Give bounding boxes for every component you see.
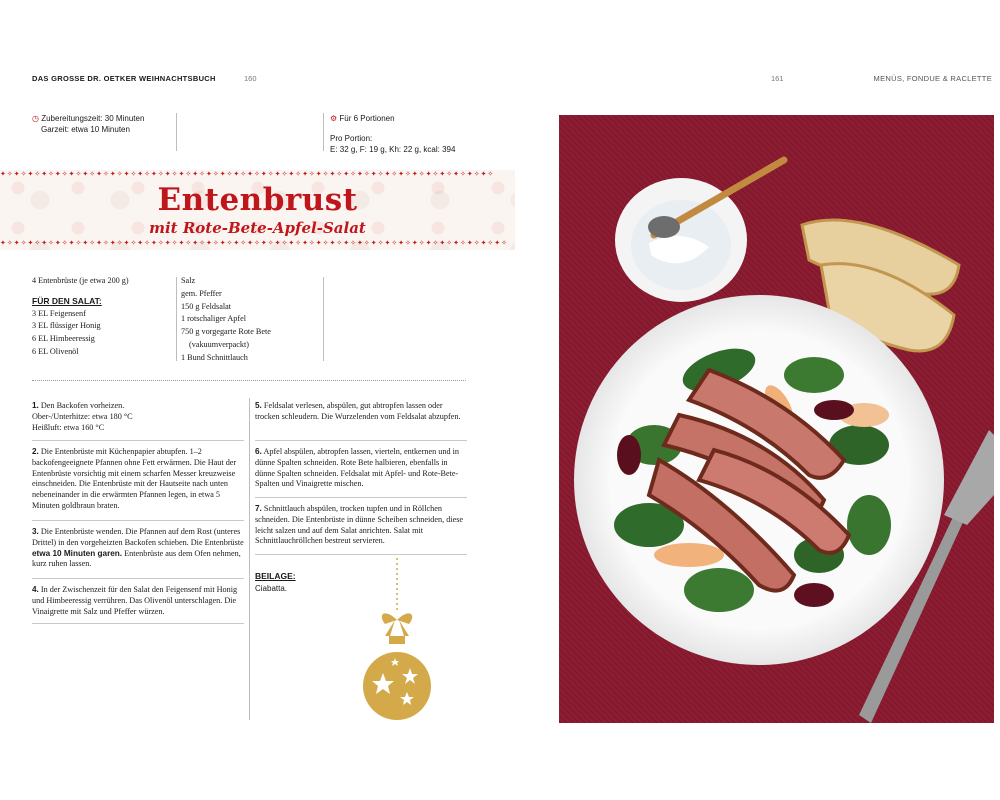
divider [176, 113, 177, 151]
christmas-bauble-icon [355, 558, 440, 723]
dish-photo [559, 115, 994, 723]
step-5: 5. Feldsalat verlesen, abspülen, gut abtropfen lassen oder trocken schleudern. Die Wurzelenden vom Feldsalat abzupfen. [255, 401, 461, 421]
nutrition-values: E: 32 g, F: 19 g, Kh: 22 g, kcal: 394 [330, 144, 456, 154]
ingredient-item: 3 EL Feigensenf [32, 308, 86, 318]
ingredient-item: 3 EL flüssiger Honig [32, 321, 101, 331]
ingredient-item: 750 g vorgegarte Rote Bete [181, 327, 271, 337]
page-number-left: 160 [244, 74, 257, 83]
side-dish [255, 570, 296, 594]
ingredient-item: 6 EL Himbeeressig [32, 334, 95, 344]
ingredient-item: (vakuumverpackt) [189, 339, 250, 349]
time-info [32, 114, 144, 135]
running-head-left: DAS GROSSE DR. OETKER WEIHNACHTSBUCH [32, 74, 216, 83]
servings: Für 6 Portionen [339, 114, 395, 123]
step-7: 7. Schnittlauch abspülen, trocken tupfen und in Röllchen schneiden. Die Entenbrüste in dünne Scheiben schneiden, diese leicht salzen und auf dem Salat anrichten. Salat mit Schnittlauchröllchen bestreut servieren. [255, 504, 464, 546]
ingredient-item: 1 rotschaliger Apfel [181, 314, 247, 324]
cook-time: Garzeit: etwa 10 Minuten [41, 124, 130, 134]
ingredient-item: Salz [181, 276, 196, 285]
step-divider [32, 520, 244, 521]
running-head-right: MENÜS, FONDUE & RACLETTE [873, 74, 992, 83]
side-dish-value: Ciabatta. [255, 583, 288, 593]
recipe-title: Entenbrust [157, 182, 358, 218]
step-divider [32, 578, 244, 579]
prep-time: Zubereitungszeit: 30 Minuten [41, 114, 145, 123]
per-portion-label: Pro Portion: [330, 134, 373, 143]
side-dish-label: BEILAGE: [255, 571, 296, 581]
ingredient-item: 4 Entenbrüste (je etwa 200 g) [32, 276, 129, 285]
ingredients-column-2 [181, 275, 321, 365]
step-3: 3. Die Entenbrüste wenden. Die Pfannen auf dem Rost (unteres Drittel) in den vorgeheizten Backofen schieben. Die Entenbrüste etwa 10 Minuten garen. Entenbrüste aus dem Ofen nehmen, kurz ruhen lassen. [32, 527, 244, 569]
recipe-subtitle: mit Rote-Bete-Apfel-Salat [149, 219, 366, 237]
divider [176, 277, 177, 361]
step-divider [32, 440, 244, 441]
ingredients-column-1 [32, 275, 172, 359]
step-divider [32, 623, 244, 624]
divider [323, 277, 324, 361]
ingredient-item: 6 EL Olivenöl [32, 346, 79, 356]
step-2: 2. Die Entenbrüste mit Küchenpapier abtupfen. 1–2 backofengeeignete Pfannen ohne Fett erwärmen. Die Haut der Entenbrüste vorsichtig mit einem scharfen Messer kreuzweise einschneiden. Die Entenbrüste mit der Hautseite nach unten nebeneinander in die erwärmten Pfannen legen, in etwa 5 Minuten goldbraun braten. [32, 447, 237, 510]
bell-icon: ⚙ [330, 114, 338, 123]
step-4: 4. In der Zwischenzeit für den Salat den Feigensenf mit Honig und Himbeeressig verrühren. Das Olivenöl unterschlagen. Die Vinaigrette mit Salz und Pfeffer würzen. [32, 585, 238, 616]
step-1: 1. Den Backofen vorheizen. Ober-/Unterhitze: etwa 180 °C Heißluft: etwa 160 °C [32, 401, 133, 432]
banner-border-top: ✦✧✦✧✦✧✦✧✦✧✦✧✦✧✦✧✦✧✦✧✦✧✦✧✦✧✦✧✦✧✦✧✦✧✦✧✦✧✦✧✦✧✦✧✦✧✦✧✦✧✦✧✦✧✦✧✦✧✦✧✦✧✦✧✦✧✦✧✦✧✦✧ [0, 171, 495, 178]
column-divider [249, 398, 250, 720]
ingredient-item: 1 Bund Schnittlauch [181, 352, 248, 362]
nutrition-block [330, 134, 455, 155]
step-divider [255, 497, 467, 498]
step-divider [255, 554, 467, 555]
step-divider [255, 440, 467, 441]
page-number-right: 161 [771, 74, 784, 83]
divider [323, 113, 324, 151]
step-6: 6. Apfel abspülen, abtropfen lassen, vierteln, entkernen und in dünne Spalten schneiden. Rote Bete halbieren, ebenfalls in dünne Spalten schneiden. Feldsalat mit Apfel- und Rote-Bete-Spalten und Vinaigrette mischen. [255, 447, 459, 489]
salad-heading: FÜR DEN SALAT: [32, 295, 102, 306]
ingredient-item: 150 g Feldsalat [181, 301, 232, 311]
clock-icon: ◷ [32, 114, 39, 123]
portion-info [330, 114, 395, 125]
banner-border-bottom: ✦✧✦✧✦✧✦✧✦✧✦✧✦✧✦✧✦✧✦✧✦✧✦✧✦✧✦✧✦✧✦✧✦✧✦✧✦✧✦✧✦✧✦✧✦✧✦✧✦✧✦✧✦✧✦✧✦✧✦✧✦✧✦✧✦✧✦✧✦✧✦✧✦✧ [0, 240, 509, 247]
ingredient-item: gem. Pfeffer [181, 288, 222, 298]
section-separator [32, 380, 466, 381]
